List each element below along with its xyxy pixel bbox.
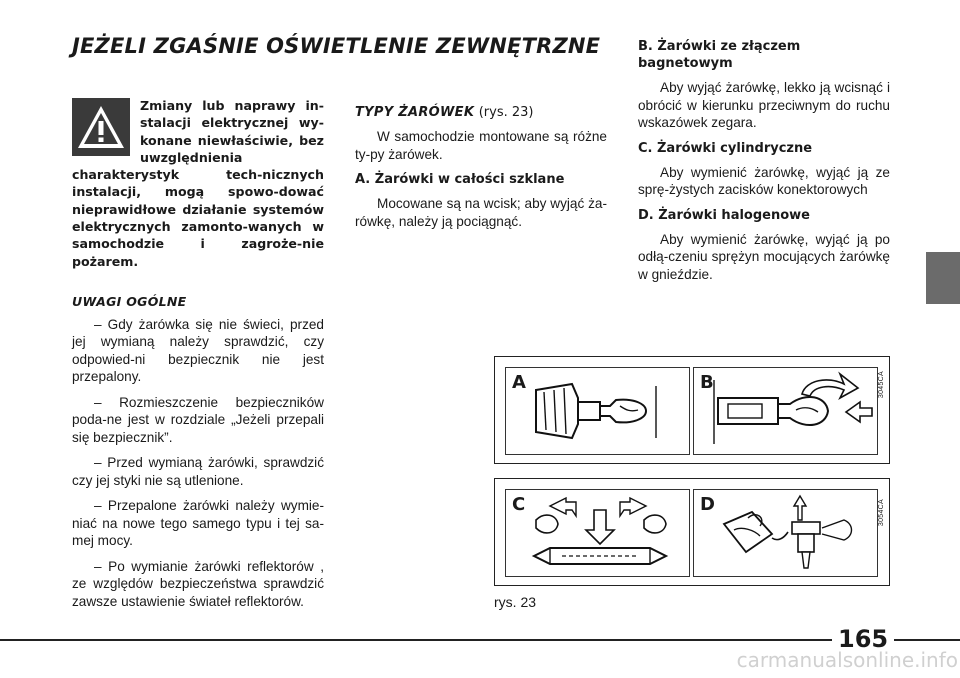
- section-tab-marker: [926, 252, 960, 304]
- panel-label-c: C: [512, 494, 526, 515]
- bulb-a-illustration: [505, 367, 690, 455]
- type-a-text: Mocowane są na wcisk; aby wyjąć ża-rówkę, należy ją pociągnąć.: [355, 196, 607, 229]
- panel-label-a: A: [512, 372, 526, 393]
- page-number: 165: [832, 624, 894, 654]
- bulb-types-heading: TYPY ŻARÓWEK: [355, 105, 475, 120]
- page-heading: JEŻELI ZGAŚNIE OŚWIETLENIE ZEWNĘTRZNE: [72, 34, 601, 58]
- bulb-types-title: [355, 104, 607, 121]
- type-c-text: Aby wymienić żarówkę, wyjąć ją ze sprę-żystych zacisków konektorowych: [638, 164, 890, 197]
- warning-triangle-icon: [72, 98, 130, 156]
- right-column: [638, 38, 890, 283]
- note-item: – Gdy żarówka się nie świeci, przed jej wymianą należy sprawdzić, czy odpowied-ni bezpiecznik nie jest przepalony.: [72, 316, 324, 385]
- note-item: – Rozmieszczenie bezpieczników poda-ne jest w rozdziale „Jeżeli przepali się bezpiecznik”.: [72, 394, 324, 445]
- figure-code-top: 3045CA: [878, 371, 885, 399]
- type-a-title: A. Żarówki w całości szklane: [355, 172, 565, 187]
- type-b-title: B. Żarówki ze złączem bagnetowym: [638, 39, 801, 71]
- general-notes: [72, 293, 324, 611]
- note-item: – Przepalone żarówki należy wymie-niać na nowe tego samego typu i tej sa-mej mocy.: [72, 498, 324, 549]
- watermark: carmanualsonline.info: [736, 648, 958, 672]
- warning-text: Zmiany lub naprawy in-stalacji elektrycznej wy-konane niewłaściwie, bez uwzględnienia charakterystyk tech-nicznych instalacji, mogą spowo-dować nieprawidłowe działanie systemów elektrycznych zamonto-wanych w samochodzie i zagroże-nie pożarem.: [72, 98, 324, 269]
- figure-panel-bottom: [494, 478, 890, 586]
- type-c-title: C. Żarówki cylindryczne: [638, 140, 813, 156]
- left-column: [72, 97, 324, 610]
- type-b-text: Aby wyjąć żarówkę, lekko ją wcisnąć i obrócić w kierunku przeciwnym do ruchu wskazówek zegara.: [638, 80, 890, 130]
- middle-column: [355, 104, 607, 230]
- halogen-bulb-drawing: [694, 490, 877, 576]
- figure-caption: rys. 23: [494, 594, 537, 610]
- bulb-types-intro: W samochodzie montowane są różne ty-py żarówek.: [355, 129, 607, 162]
- general-notes-title: UWAGI OGÓLNE: [72, 293, 187, 309]
- bayonet-bulb-drawing: [694, 368, 877, 454]
- glass-bulb-drawing: [506, 368, 689, 454]
- bulb-b-illustration: [693, 367, 878, 455]
- panel-label-b: B: [700, 372, 714, 393]
- cylindrical-bulb-drawing: [506, 490, 689, 576]
- panel-label-d: D: [700, 494, 715, 515]
- warning-box: [72, 97, 324, 270]
- figure-code-bottom: 3054CA: [878, 499, 885, 527]
- bulb-c-illustration: [505, 489, 690, 577]
- bulb-d-illustration: [693, 489, 878, 577]
- type-d-text: Aby wymienić żarówkę, wyjąć ją po odłą-czeniu sprężyn mocujących żarówkę w gnieździe.: [638, 231, 890, 282]
- footer-rule: [0, 639, 960, 641]
- figure-panel-top: [494, 356, 890, 464]
- figure-reference: (rys. 23): [478, 105, 534, 120]
- type-d-title: D. Żarówki halogenowe: [638, 207, 810, 223]
- note-item: – Po wymianie żarówki reflektorów , ze względów bezpieczeństwa sprawdzić zawsze ustawienie świateł reflektorów.: [72, 558, 324, 609]
- note-item: – Przed wymianą żarówki, sprawdzić czy jej styki nie są utlenione.: [72, 455, 324, 488]
